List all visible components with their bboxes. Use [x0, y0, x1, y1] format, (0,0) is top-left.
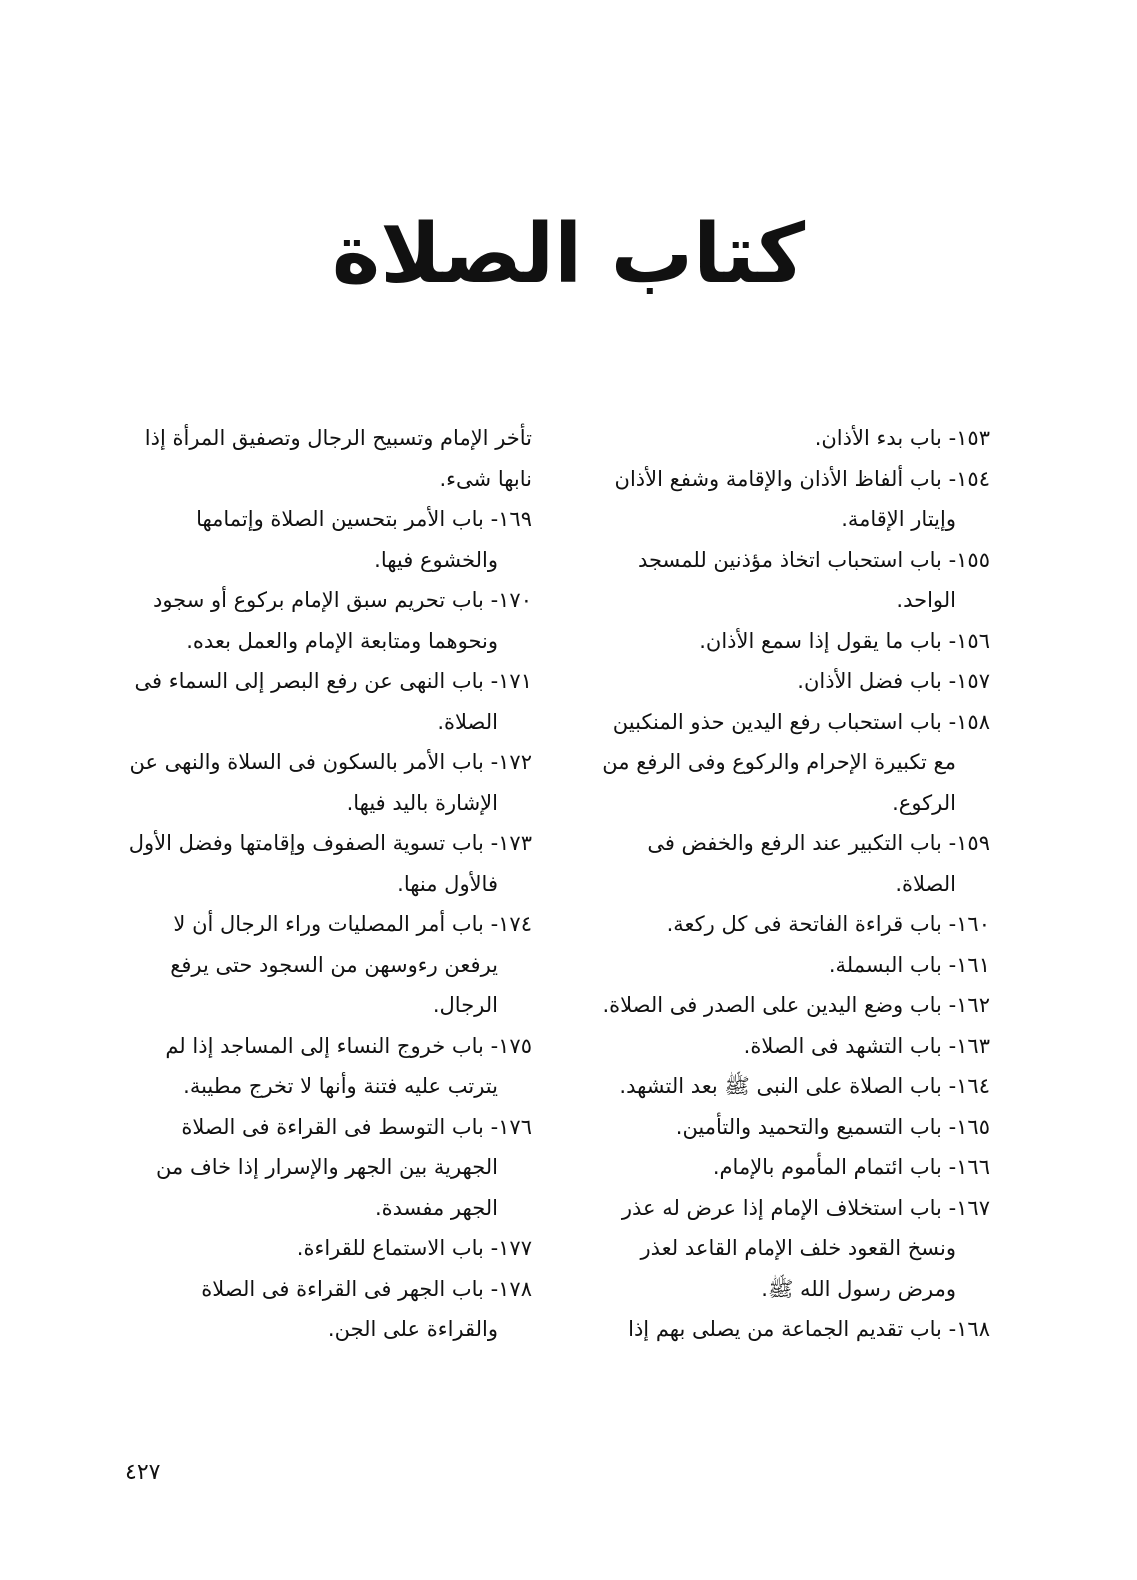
- toc-entry-separator: -: [483, 1114, 499, 1139]
- toc-entry-number: ١٥٥: [956, 547, 990, 572]
- toc-entry-text: تأخر الإمام وتسبيح الرجال وتصفيق المرأة إذا نابها شىء.: [144, 426, 532, 491]
- toc-entry-separator: -: [483, 1236, 499, 1260]
- toc-entry-number: ١٦٩: [498, 507, 532, 531]
- toc-entry-text: باب الأمر بتحسين الصلاة وإتمامها والخشوع فيها.: [196, 507, 498, 572]
- toc-entry-separator: -: [941, 669, 957, 693]
- toc-entry: [585, 621, 990, 662]
- toc-entry: [585, 904, 990, 945]
- toc-entry-text: باب الاستماع للقراءة.: [296, 1236, 484, 1260]
- toc-entry-number: ١٦٥: [956, 1114, 990, 1139]
- toc-entry-text: باب تسوية الصفوف وإقامتها وفضل الأول فالأول منها.: [128, 831, 498, 896]
- toc-entry-number: ١٦٢: [956, 993, 990, 1017]
- toc-entry-separator: -: [941, 426, 957, 450]
- toc-entry-separator: -: [941, 1114, 957, 1139]
- toc-entry-number: ١٥٩: [956, 831, 990, 855]
- toc-entry-number: ١٦٣: [956, 1033, 990, 1058]
- toc-entry-separator: -: [941, 1317, 957, 1341]
- toc-entry: [585, 459, 990, 540]
- toc-entry-separator: -: [941, 831, 957, 855]
- toc-entry-number: ١٧٤: [498, 912, 532, 936]
- toc-entry: [125, 1228, 532, 1269]
- toc-entry-separator: -: [941, 993, 957, 1017]
- toc-entry-number: ١٧٧: [498, 1236, 532, 1260]
- toc-entry-number: ١٥٤: [956, 466, 990, 491]
- toc-entry-separator: -: [941, 1155, 957, 1179]
- toc-entry-number: ١٧٠: [498, 588, 532, 612]
- toc-entry-separator: -: [941, 1074, 957, 1098]
- toc-entry: [585, 418, 990, 459]
- toc-entry: [585, 1309, 990, 1350]
- toc-entry-number: ١٧٦: [498, 1114, 532, 1139]
- toc-entry-number: ١٧٥: [498, 1033, 532, 1058]
- toc-entry: [585, 985, 990, 1026]
- toc-entry-separator: -: [483, 1276, 499, 1301]
- toc-entry-text: باب ما يقول إذا سمع الأذان.: [699, 628, 942, 653]
- toc-entry-number: ١٧٢: [498, 750, 532, 774]
- toc-entry-number: ١٦٧: [956, 1195, 990, 1220]
- toc-entry-number: ١٦٤: [956, 1074, 990, 1098]
- toc-entry-separator: -: [483, 669, 499, 693]
- toc-entry-number: ١٦٠: [956, 912, 990, 936]
- toc-entry-separator: -: [941, 547, 957, 572]
- toc-entry: [125, 1107, 532, 1229]
- toc-entry: [585, 945, 990, 986]
- toc-entry-text: باب ألفاظ الأذان والإقامة وشفع الأذان وإيتار الإقامة.: [614, 466, 956, 531]
- toc-entry: [585, 823, 990, 904]
- toc-entry-separator: -: [483, 831, 499, 855]
- toc-entry: [585, 1066, 990, 1107]
- toc-entry: [125, 418, 532, 499]
- toc-entry-text: باب الأمر بالسكون فى السلاة والنهى عن الإشارة باليد فيها.: [129, 750, 498, 815]
- toc-entry-separator: -: [483, 750, 499, 774]
- toc-entry: [585, 1147, 990, 1188]
- toc-entry: [585, 1107, 990, 1148]
- toc-entry-text: باب التسميع والتحميد والتأمين.: [675, 1114, 942, 1139]
- toc-entry-separator: -: [941, 709, 957, 734]
- toc-entry-separator: -: [941, 1195, 957, 1220]
- chapter-title: كتاب الصلاة: [331, 207, 806, 302]
- toc-entry-text: باب التشهد فى الصلاة.: [743, 1033, 942, 1058]
- toc-entry-separator: -: [941, 466, 957, 491]
- toc-entry: [125, 499, 532, 580]
- toc-entry-number: ١٥٧: [956, 669, 990, 693]
- toc-entry: [125, 742, 532, 823]
- toc-entry: [125, 904, 532, 1026]
- toc-entry: [585, 702, 990, 824]
- toc-entry: [125, 1026, 532, 1107]
- toc-entry-number: ١٥٨: [956, 709, 990, 734]
- toc-entry: [125, 1269, 532, 1350]
- toc-entry: [585, 661, 990, 702]
- toc-entry-text: باب استحباب اتخاذ مؤذنين للمسجد الواحد.: [637, 547, 956, 612]
- toc-entry-text: باب الصلاة على النبى ﷺ بعد التشهد.: [619, 1074, 942, 1098]
- toc-entry: [125, 580, 532, 661]
- toc-entry-text: باب تقديم الجماعة من يصلى بهم إذا: [628, 1317, 942, 1341]
- toc-entry-text: باب التكبير عند الرفع والخفض فى الصلاة.: [647, 831, 956, 896]
- toc-entry-separator: -: [941, 952, 957, 977]
- toc-entry-separator: -: [941, 1033, 957, 1058]
- toc-entry-number: ١٧١: [498, 669, 532, 693]
- toc-entry-text: باب خروج النساء إلى المساجد إذا لم يترتب عليه فتنة وأنها لا تخرج مطيبة.: [165, 1033, 498, 1098]
- toc-entry: [585, 1026, 990, 1067]
- toc-entry-number: ١٦١: [956, 952, 990, 977]
- toc-entry-text: باب التوسط فى القراءة فى الصلاة الجهرية بين الجهر والإسرار إذا خاف من الجهر مفسدة.: [156, 1114, 498, 1220]
- toc-entry-separator: -: [941, 628, 957, 653]
- toc-entry-text: باب تحريم سبق الإمام بركوع أو سجود ونحوهما ومتابعة الإمام والعمل بعده.: [152, 588, 498, 653]
- toc-entry-separator: -: [483, 588, 499, 612]
- toc-entry-number: ١٦٨: [956, 1317, 990, 1341]
- toc-entry-number: ١٧٣: [498, 831, 532, 855]
- toc-entry-text: باب وضع اليدين على الصدر فى الصلاة.: [602, 993, 942, 1017]
- toc-entry-number: ١٥٦: [956, 628, 990, 653]
- toc-entry-text: باب استخلاف الإمام إذا عرض له عذر ونسخ القعود خلف الإمام القاعد لعذر ومرض رسول الله ﷺ.: [621, 1195, 956, 1301]
- toc-entry-separator: -: [483, 912, 499, 936]
- toc-entry-separator: -: [941, 912, 957, 936]
- toc-entry-text: باب الجهر فى القراءة فى الصلاة والقراءة على الجن.: [201, 1276, 498, 1341]
- toc-entry-number: ١٥٣: [956, 426, 990, 450]
- toc-entry: [585, 540, 990, 621]
- toc-entry: [585, 1188, 990, 1310]
- toc-entry-text: باب أمر المصليات وراء الرجال أن لا يرفعن رءوسهن من السجود حتى يرفع الرجال.: [170, 912, 498, 1017]
- toc-entry-text: باب بدء الأذان.: [814, 426, 942, 450]
- toc-entry-text: باب ائتمام المأموم بالإمام.: [712, 1155, 942, 1179]
- toc-entry: [125, 661, 532, 742]
- toc-entry-text: باب فضل الأذان.: [797, 669, 942, 693]
- toc-column-right: [585, 418, 990, 1350]
- toc-entry-text: باب البسملة.: [828, 952, 942, 977]
- toc-entry-separator: -: [483, 507, 499, 531]
- toc-entry-text: باب استحباب رفع اليدين حذو المنكبين مع تكبيرة الإحرام والركوع وفى الرفع من الركوع.: [602, 709, 956, 815]
- toc-entry-text: باب النهى عن رفع البصر إلى السماء فى الصلاة.: [134, 669, 498, 734]
- toc-entry-text: باب قراءة الفاتحة فى كل ركعة.: [666, 912, 942, 936]
- toc-entry-number: ١٦٦: [956, 1155, 990, 1179]
- toc-entry-number: ١٧٨: [498, 1276, 532, 1301]
- toc-entry-separator: -: [483, 1033, 499, 1058]
- toc-column-left: [125, 418, 532, 1350]
- page-number: ٤٢٧: [125, 1460, 161, 1485]
- toc-entry: [125, 823, 532, 904]
